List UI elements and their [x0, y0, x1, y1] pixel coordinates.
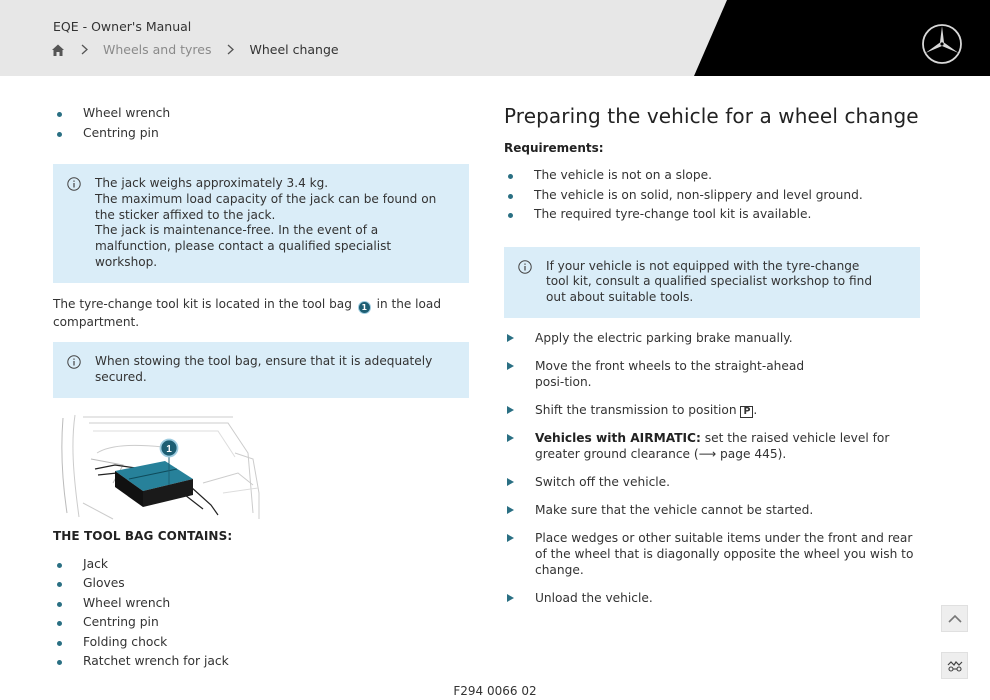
info-text-line: The maximum load capacity of the jack can be found on the sticker affixed to the jack.	[95, 191, 437, 222]
figure-callout-label: 1	[166, 443, 172, 455]
step-arrow-icon	[507, 594, 514, 602]
breadcrumb	[51, 42, 339, 57]
list-item: Gloves	[53, 574, 469, 594]
right-column	[504, 104, 920, 618]
mercedes-star-logo[interactable]	[921, 23, 963, 65]
figure-code: F294 0066 02	[453, 684, 537, 698]
page-header	[0, 0, 990, 76]
left-column	[53, 104, 469, 672]
info-text-line: If your vehicle is not equipped with the tyre-change tool kit, consult a qualified specialist workshop to find out about suitable tools.	[546, 258, 873, 305]
step-item: Move the front wheels to the straight-ahead posi-tion.	[504, 358, 920, 390]
requirements-list	[504, 166, 920, 225]
info-icon	[67, 355, 81, 369]
info-icon	[518, 260, 532, 274]
callout-badge-icon: 1	[358, 301, 371, 314]
requirements-label: Requirements:	[504, 141, 604, 155]
breadcrumb-link-wheels-and-tyres[interactable]: Wheels and tyres	[103, 42, 212, 57]
step-arrow-icon	[507, 434, 514, 442]
tool-kit-location-text: The tyre-change tool kit is located in the tool bag 1 in the load compartment.	[53, 296, 442, 330]
vehicle-icon	[947, 660, 963, 672]
step-arrow-icon	[507, 362, 514, 370]
tool-kit-list-continued	[53, 104, 469, 143]
chevron-right-icon	[81, 44, 88, 55]
list-item: Jack	[53, 555, 469, 575]
info-text-line: The jack weighs approximately 3.4 kg.	[95, 176, 329, 190]
vehicle-view-button[interactable]	[941, 652, 968, 679]
step-item: Switch off the vehicle.	[504, 474, 920, 490]
step-arrow-icon	[507, 334, 514, 342]
step-item: Make sure that the vehicle cannot be started.	[504, 502, 920, 518]
list-item: The vehicle is on solid, non-slippery and level ground.	[504, 186, 920, 206]
info-icon	[67, 177, 81, 191]
step-item: Place wedges or other suitable items under the front and rear of the wheel that is diagonally opposite the wheel you wish to change.	[504, 530, 920, 578]
info-text-line: The jack is maintenance-free. In the event of a malfunction, please contact a qualified specialist workshop.	[95, 223, 392, 269]
step-item: Vehicles with AIRMATIC: set the raised vehicle level for greater ground clearance (⟶ page 445).	[504, 430, 920, 462]
section-title: Preparing the vehicle for a wheel change	[504, 104, 919, 128]
list-item: The required tyre-change tool kit is available.	[504, 205, 920, 225]
tool-bag-heading: THE TOOL BAG CONTAINS:	[53, 528, 233, 543]
procedure-steps	[504, 330, 920, 606]
step-item: Shift the transmission to position P .	[504, 402, 920, 418]
breadcrumb-current-wheel-change: Wheel change	[249, 42, 339, 57]
info-box-workshop	[504, 247, 920, 318]
info-text-line: When stowing the tool bag, ensure that it is adequately secured.	[95, 354, 433, 385]
chevron-right-icon	[227, 44, 234, 55]
step-item: Apply the electric parking brake manually.	[504, 330, 920, 346]
list-item: Centring pin	[53, 613, 469, 633]
step-item: Unload the vehicle.	[504, 590, 920, 606]
scroll-to-top-button[interactable]	[941, 605, 968, 632]
tool-bag-drawing	[53, 413, 261, 521]
step-arrow-icon	[507, 478, 514, 486]
list-item: Centring pin	[53, 124, 469, 144]
list-item: Folding chock	[53, 633, 469, 653]
tool-bag-list	[53, 555, 469, 672]
list-item: Wheel wrench	[53, 104, 469, 124]
list-item: The vehicle is not on a slope.	[504, 166, 920, 186]
manual-title: EQE - Owner's Manual	[53, 19, 192, 34]
info-box-stowing	[53, 342, 469, 398]
chevron-up-icon	[948, 614, 962, 623]
step-arrow-icon	[507, 534, 514, 542]
step-arrow-icon	[507, 406, 514, 414]
home-icon[interactable]	[51, 43, 65, 57]
info-box-jack	[53, 164, 469, 283]
list-item: Wheel wrench	[53, 594, 469, 614]
tool-bag-illustration	[53, 413, 261, 521]
list-item: Ratchet wrench for jack	[53, 652, 469, 672]
page-reference-link[interactable]: set the raised vehicle level for greater ground clearance (⟶ page 445).	[535, 430, 890, 461]
step-arrow-icon	[507, 506, 514, 514]
gear-p-symbol: P	[740, 406, 753, 418]
